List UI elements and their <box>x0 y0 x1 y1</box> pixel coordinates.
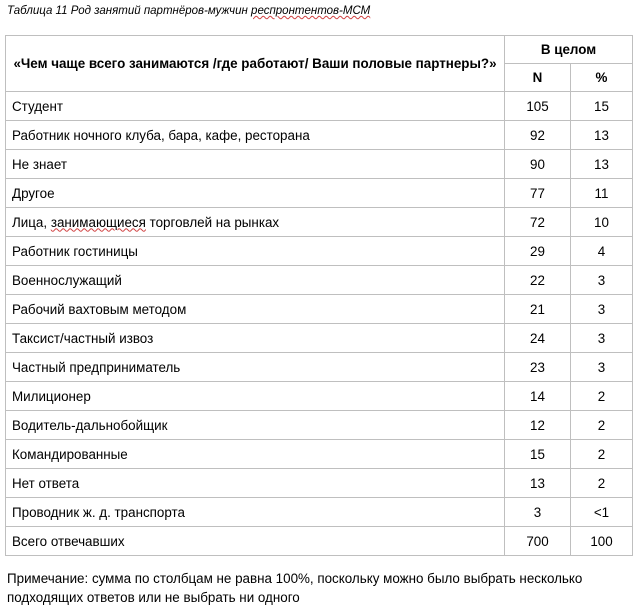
row-n-value: 77 <box>505 179 571 208</box>
row-pct-value: 2 <box>571 440 633 469</box>
table-row <box>6 411 633 440</box>
table-note: Примечание: сумма по столбцам не равна 100%, поскольку можно было выбрать несколько подходящих ответов или не выбрать ни одного <box>7 571 583 605</box>
column-n-header: N <box>505 64 571 92</box>
row-n-value: 23 <box>505 353 571 382</box>
row-n-value: 24 <box>505 324 571 353</box>
row-n-value: 92 <box>505 121 571 150</box>
row-n-value: 21 <box>505 295 571 324</box>
table-row <box>6 295 633 324</box>
row-pct-value: 13 <box>571 121 633 150</box>
spellcheck-word: занимающиеся <box>50 214 146 230</box>
row-label: Студент <box>6 92 505 121</box>
row-label: Другое <box>6 179 505 208</box>
caption-underlined: респронтентов-МСМ <box>251 5 371 17</box>
table-row <box>6 498 633 527</box>
table-row <box>6 121 633 150</box>
row-pct-value: 100 <box>571 527 633 556</box>
row-label: Милиционер <box>6 382 505 411</box>
row-pct-value: 2 <box>571 469 633 498</box>
row-n-value: 22 <box>505 266 571 295</box>
row-label: Частный предприниматель <box>6 353 505 382</box>
row-label: Не знает <box>6 150 505 179</box>
row-pct-value: 10 <box>571 208 633 237</box>
table-row <box>6 324 633 353</box>
question-header: «Чем чаще всего занимаются /где работают/ Ваши половые партнеры?» <box>6 36 505 92</box>
row-label: Нет ответа <box>6 469 505 498</box>
row-label: Работник гостиницы <box>6 237 505 266</box>
row-n-value: 105 <box>505 92 571 121</box>
row-n-value: 3 <box>505 498 571 527</box>
row-label: Работник ночного клуба, бара, кафе, ресторана <box>6 121 505 150</box>
table-row <box>6 440 633 469</box>
row-pct-value: 3 <box>571 324 633 353</box>
row-n-value: 14 <box>505 382 571 411</box>
row-pct-value: 3 <box>571 295 633 324</box>
table-row <box>6 179 633 208</box>
row-pct-value: 3 <box>571 266 633 295</box>
row-label: Таксист/частный извоз <box>6 324 505 353</box>
row-pct-value: 2 <box>571 382 633 411</box>
row-n-value: 13 <box>505 469 571 498</box>
table-row <box>6 266 633 295</box>
row-n-value: 29 <box>505 237 571 266</box>
table-row <box>6 237 633 266</box>
table-row <box>6 469 633 498</box>
row-label: Водитель-дальнобойщик <box>6 411 505 440</box>
row-label: Всего отвечавших <box>6 527 505 556</box>
table-row <box>6 208 633 237</box>
table-row <box>6 150 633 179</box>
row-pct-value: <1 <box>571 498 633 527</box>
row-n-value: 15 <box>505 440 571 469</box>
caption-prefix: Таблица 11 Род занятий партнёров-мужчин <box>7 5 252 17</box>
row-pct-value: 4 <box>571 237 633 266</box>
table-caption <box>7 5 370 17</box>
column-pct-header: % <box>571 64 633 92</box>
table-row <box>6 527 633 556</box>
row-n-value: 72 <box>505 208 571 237</box>
row-n-value: 700 <box>505 527 571 556</box>
row-pct-value: 3 <box>571 353 633 382</box>
row-n-value: 12 <box>505 411 571 440</box>
row-label: Рабочий вахтовым методом <box>6 295 505 324</box>
row-label: Лица, занимающиеся торговлей на рынках <box>6 208 505 237</box>
row-label: Командированные <box>6 440 505 469</box>
row-pct-value: 11 <box>571 179 633 208</box>
row-pct-value: 13 <box>571 150 633 179</box>
row-pct-value: 2 <box>571 411 633 440</box>
row-n-value: 90 <box>505 150 571 179</box>
table-row <box>6 382 633 411</box>
row-pct-value: 15 <box>571 92 633 121</box>
table-row <box>6 353 633 382</box>
table-row <box>6 92 633 121</box>
table-header-row <box>6 36 633 64</box>
group-header: В целом <box>505 36 633 64</box>
data-table <box>5 35 633 556</box>
row-label: Проводник ж. д. транспорта <box>6 498 505 527</box>
row-label: Военнослужащий <box>6 266 505 295</box>
